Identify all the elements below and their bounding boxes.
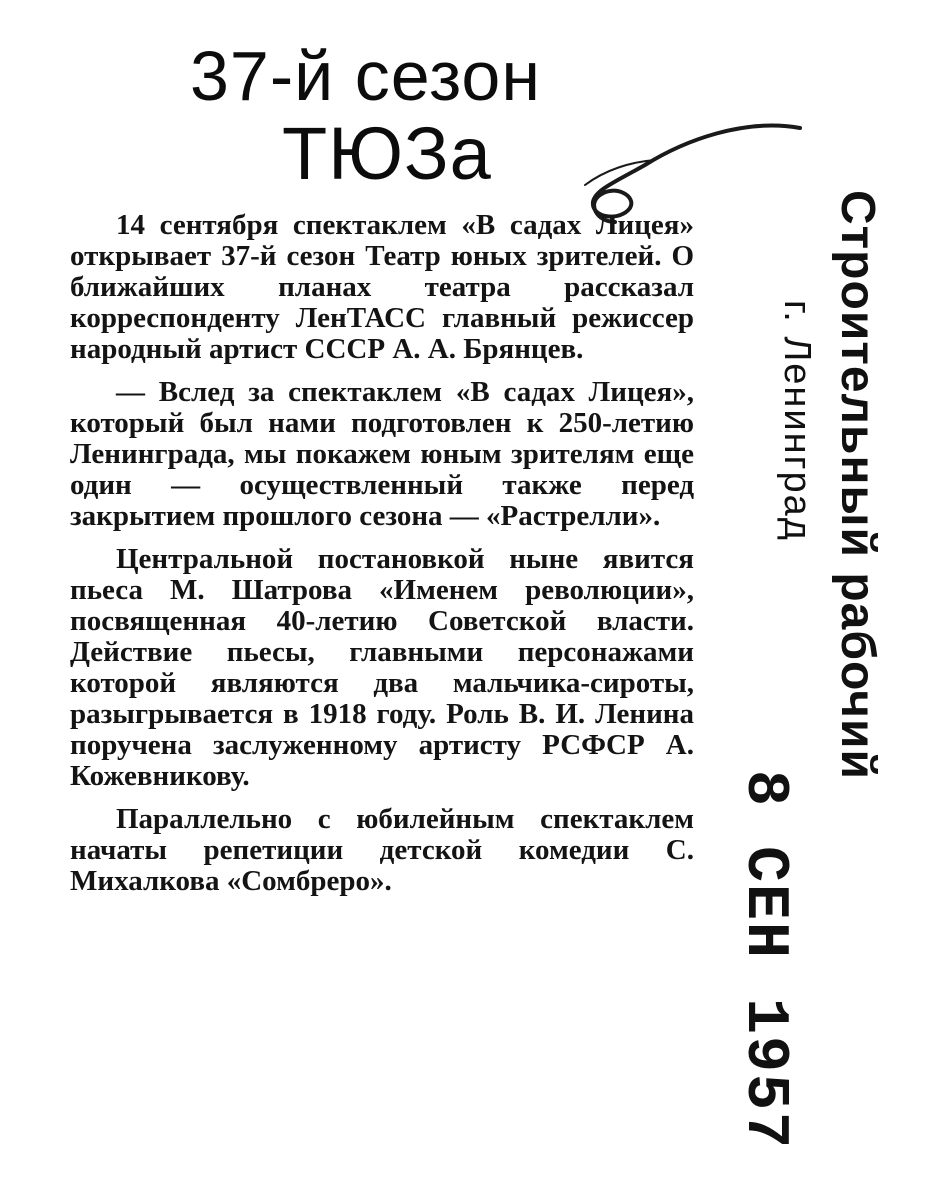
article-paragraph: Центральной постановкой ныне явится пьеса М. Шатрова «Именем революции», посвященная 40-летию Советской власти. Действие пьесы, главными персонажами которой являются два мальчика-сироты, разыгрывается в 1918 году. Роль В. И. Ленина поручена заслуженному артисту РСФСР А. Кожевникову. [70,543,694,792]
headline-line-2: ТЮЗа [282,112,492,195]
headline-line-1: 37-й сезон [190,37,542,115]
source-city-stamp: г. Ленинград [776,300,818,542]
source-newspaper-stamp: Строительный рабочий [831,190,884,781]
source-date-stamp: 8 СЕН 1957 [730,770,798,1151]
article-paragraph: 14 сентября спектаклем «В садах Лицея» открывает 37-й сезон Театр юных зрителей. О ближайших планах театра рассказал корреспонденту ЛенТАСС главный режиссер народный артист СССР А. А. Брянцев. [70,209,694,365]
article-paragraph: — Вслед за спектаклем «В садах Лицея», который был нами подготовлен к 250-летию Ленинграда, мы покажем юным зрителям еще один — осуществленный также перед закрытием прошлого сезона — «Растрелли». [70,376,694,532]
article-body [70,210,694,909]
article-paragraph: Параллельно с юбилейным спектаклем начаты репетиции детской комедии С. Михалкова «Сомбреро». [70,803,694,897]
